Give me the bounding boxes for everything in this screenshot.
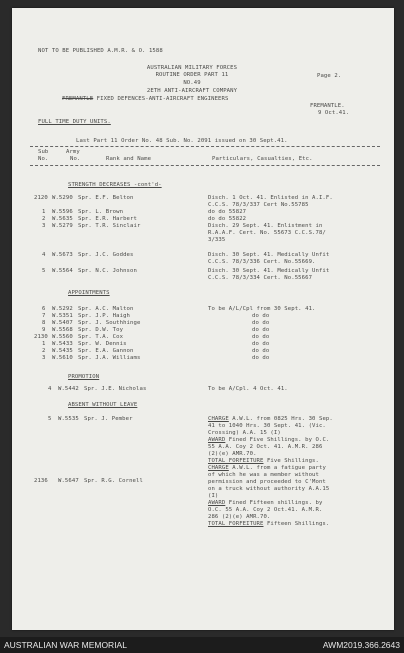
army-no: W.5647 — [58, 478, 79, 484]
footer-institution: AUSTRALIAN WAR MEMORIAL — [4, 640, 127, 650]
award-text: Fined Fifteen shillings. by — [225, 500, 323, 506]
sub-no: 5 — [42, 268, 46, 274]
struck-word: FREMANTLE — [62, 96, 94, 102]
sub-no: 4 — [48, 386, 52, 392]
section-title: FULL TIME DUTY UNITS. — [38, 119, 111, 125]
particulars: C.C.S. 78/3/334 Cert. No.55667 — [208, 275, 313, 281]
particulars: Crossing) A.A. 15 (I) — [208, 430, 281, 436]
particulars: do do — [252, 327, 270, 333]
total-forfeiture-label: TOTAL FORFEITURE — [208, 521, 264, 527]
rank-name: Spr. J.P. Haigh — [78, 313, 131, 319]
awl-heading: ABSENT WITHOUT LEAVE — [68, 402, 138, 408]
col-sub: Sub — [38, 149, 49, 155]
sub-no: 2130 — [34, 334, 48, 340]
header-line-2: ROUTINE ORDER PART 11 — [155, 72, 229, 78]
award-line — [208, 437, 329, 444]
particulars: do do — [252, 348, 270, 354]
award-label: AWARD — [208, 437, 226, 443]
archive-footer — [0, 637, 404, 653]
particulars: do do — [252, 355, 270, 361]
header-line-1: AUSTRALIAN MILITARY FORCES — [146, 65, 238, 71]
charge-label: CHARGE — [208, 416, 229, 422]
header-line-5-rest: FIXED DEFENCES-ANTI-AIRCRAFT ENGINEERS — [93, 96, 229, 102]
date: 9 Oct.41. — [318, 110, 350, 116]
sub-no: 7 — [42, 313, 46, 319]
rank-name: Spr. N.C. Johnson — [78, 268, 137, 274]
particulars: Disch. 30 Sept. 41. Medically Unfit — [208, 268, 330, 274]
sub-no: 1 — [42, 209, 46, 215]
rank-name: Spr. J. Southhinge — [78, 320, 141, 326]
particulars: do do — [252, 341, 270, 347]
particulars: on a truck without authority A.A.15 — [208, 486, 330, 492]
award-text: Fined Five Shillings. by O.C. — [225, 437, 330, 443]
total-forfeiture-text: Five Shillings. — [263, 458, 319, 464]
particulars: C.C.S. 78/3/336 Cert. No.55669. — [208, 259, 316, 265]
rank-name: Spr. E.F. Belton — [78, 195, 134, 201]
army-no: W.5279 — [52, 223, 73, 229]
particulars: 286 (2)(e) AMR.70. — [208, 514, 271, 520]
total-forfeiture-line — [208, 458, 319, 465]
rank-name: Spr. J.E. Nicholas — [84, 386, 147, 392]
header-line-4: 2ETH ANTI-AIRCRAFT COMPANY — [146, 88, 238, 94]
particulars: of which he was a member without — [208, 472, 319, 478]
last-order-line: Last Part 11 Order No. 48 Sub. No. 2091 issued on 30 Sept.41. — [76, 138, 288, 144]
army-no: W.5535 — [58, 416, 79, 422]
particulars: R.A.A.F. Cert. No. 55673 C.C.S.78/ — [208, 230, 326, 236]
rank-name: Spr. J.C. Goddes — [78, 252, 134, 258]
footer-accession-number: AWM2019.366.2643 — [322, 640, 400, 650]
army-no: W.5596 — [52, 209, 73, 215]
rank-name: Spr. L. Brown — [78, 209, 124, 215]
rank-name: Spr. R.G. Cornell — [84, 478, 143, 484]
charge-line — [208, 416, 333, 423]
particulars: C.C.S. 78/3/337 Cert No.55785 — [208, 202, 309, 208]
army-no: W.5560 — [52, 334, 73, 340]
particulars: 3/335 — [208, 237, 226, 243]
col-army: Army — [66, 149, 80, 155]
army-no: W.5610 — [52, 355, 73, 361]
page-number: Page 2. — [317, 73, 342, 79]
rank-name: Spr. D.W. Toy — [78, 327, 124, 333]
appointments-heading: APPOINTMENTS — [68, 290, 110, 296]
charge-line — [208, 465, 326, 472]
army-no: W.5290 — [52, 195, 73, 201]
col-no1: No. — [38, 156, 49, 162]
particulars: To be A/Cpl. 4 Oct. 41. — [208, 386, 288, 392]
army-no: W.5292 — [52, 306, 73, 312]
total-forfeiture-text: Fifteen Shillings. — [263, 521, 330, 527]
particulars: Disch. 29 Sept. 41. Enlistment in — [208, 223, 323, 229]
document-sheet — [12, 8, 394, 630]
sub-no: 2 — [42, 348, 46, 354]
rank-name: Spr. T.R. Sinclair — [78, 223, 141, 229]
army-no: W.5442 — [58, 386, 79, 392]
sub-no: 3 — [42, 355, 46, 361]
particulars: Disch. 1 Oct. 41. Enlisted in A.I.F. — [208, 195, 333, 201]
particulars: O.C. 55 A.A. Coy 2 Oct.41. A.M.R. — [208, 507, 323, 513]
total-forfeiture-line — [208, 521, 329, 528]
sub-no: 2120 — [34, 195, 48, 201]
sub-no: 2136 — [34, 478, 48, 484]
particulars: (2)(e) AMR.70. — [208, 451, 257, 457]
charge-text: A.W.L. from a fatigue party — [228, 465, 326, 471]
col-rank-name: Rank and Name — [106, 156, 152, 162]
sub-no: 5 — [48, 416, 52, 422]
army-no: W.5564 — [52, 268, 73, 274]
total-forfeiture-label: TOTAL FORFEITURE — [208, 458, 264, 464]
army-no: W.5433 — [52, 341, 73, 347]
col-no2: No. — [70, 156, 81, 162]
sub-no: 3 — [42, 223, 46, 229]
particulars: do do 55827 — [208, 209, 247, 215]
army-no: W.5673 — [52, 252, 73, 258]
strength-decreases-heading: STRENGTH DECREASES -cont'd- — [68, 182, 162, 188]
particulars: do do — [252, 320, 270, 326]
army-no: W.5568 — [52, 327, 73, 333]
divider — [30, 146, 380, 147]
particulars: do do — [252, 313, 270, 319]
army-no: W.5435 — [52, 348, 73, 354]
rank-name: Spr. E.A. Gannon — [78, 348, 134, 354]
particulars: do do 55822 — [208, 216, 247, 222]
particulars: 55 A.A. Coy 2 Oct. 41. A.M.R. 286 — [208, 444, 323, 450]
award-line — [208, 500, 322, 507]
header-line-3: NO.49 — [183, 80, 201, 86]
divider — [30, 165, 380, 166]
particulars: permission and proceeded to C'Mont — [208, 479, 326, 485]
rank-name: Spr. T.A. Cox — [78, 334, 124, 340]
place: FREMANTLE. — [310, 103, 345, 109]
header-line-5 — [62, 96, 228, 103]
rank-name: Spr. E.R. Harbert — [78, 216, 137, 222]
sub-no: 2 — [42, 216, 46, 222]
rank-name: Spr. J.A. Williams — [78, 355, 141, 361]
sub-no: 4 — [42, 252, 46, 258]
col-particulars: Particulars, Casualties, Etc. — [212, 156, 313, 162]
sub-no: 1 — [42, 341, 46, 347]
sub-no: 6 — [42, 306, 46, 312]
sub-no: 9 — [42, 327, 46, 333]
army-no: W.5635 — [52, 216, 73, 222]
army-no: W.5351 — [52, 313, 73, 319]
rank-name: Spr. J. Pember — [84, 416, 133, 422]
particulars: Disch. 30 Sept. 41. Medically Unfit — [208, 252, 330, 258]
charge-text: A.W.L. from 0825 Hrs. 30 Sep. — [228, 416, 333, 422]
particulars: To be A/L/Cpl from 30 Sept. 41. — [208, 306, 316, 312]
promotion-heading: PROMOTION — [68, 374, 100, 380]
particulars: (I) — [208, 493, 219, 499]
sub-no: 8 — [42, 320, 46, 326]
charge-label: CHARGE — [208, 465, 229, 471]
restriction-notice: NOT TO BE PUBLISHED A.M.R. & O. 1588 — [38, 48, 163, 54]
rank-name: Spr. W. Dennis — [78, 341, 127, 347]
army-no: W.5407 — [52, 320, 73, 326]
rank-name: Spr. A.C. Malton — [78, 306, 134, 312]
particulars: 41 to 1040 Hrs. 30 Sept. 41. (Vic. — [208, 423, 326, 429]
award-label: AWARD — [208, 500, 226, 506]
particulars: do do — [252, 334, 270, 340]
